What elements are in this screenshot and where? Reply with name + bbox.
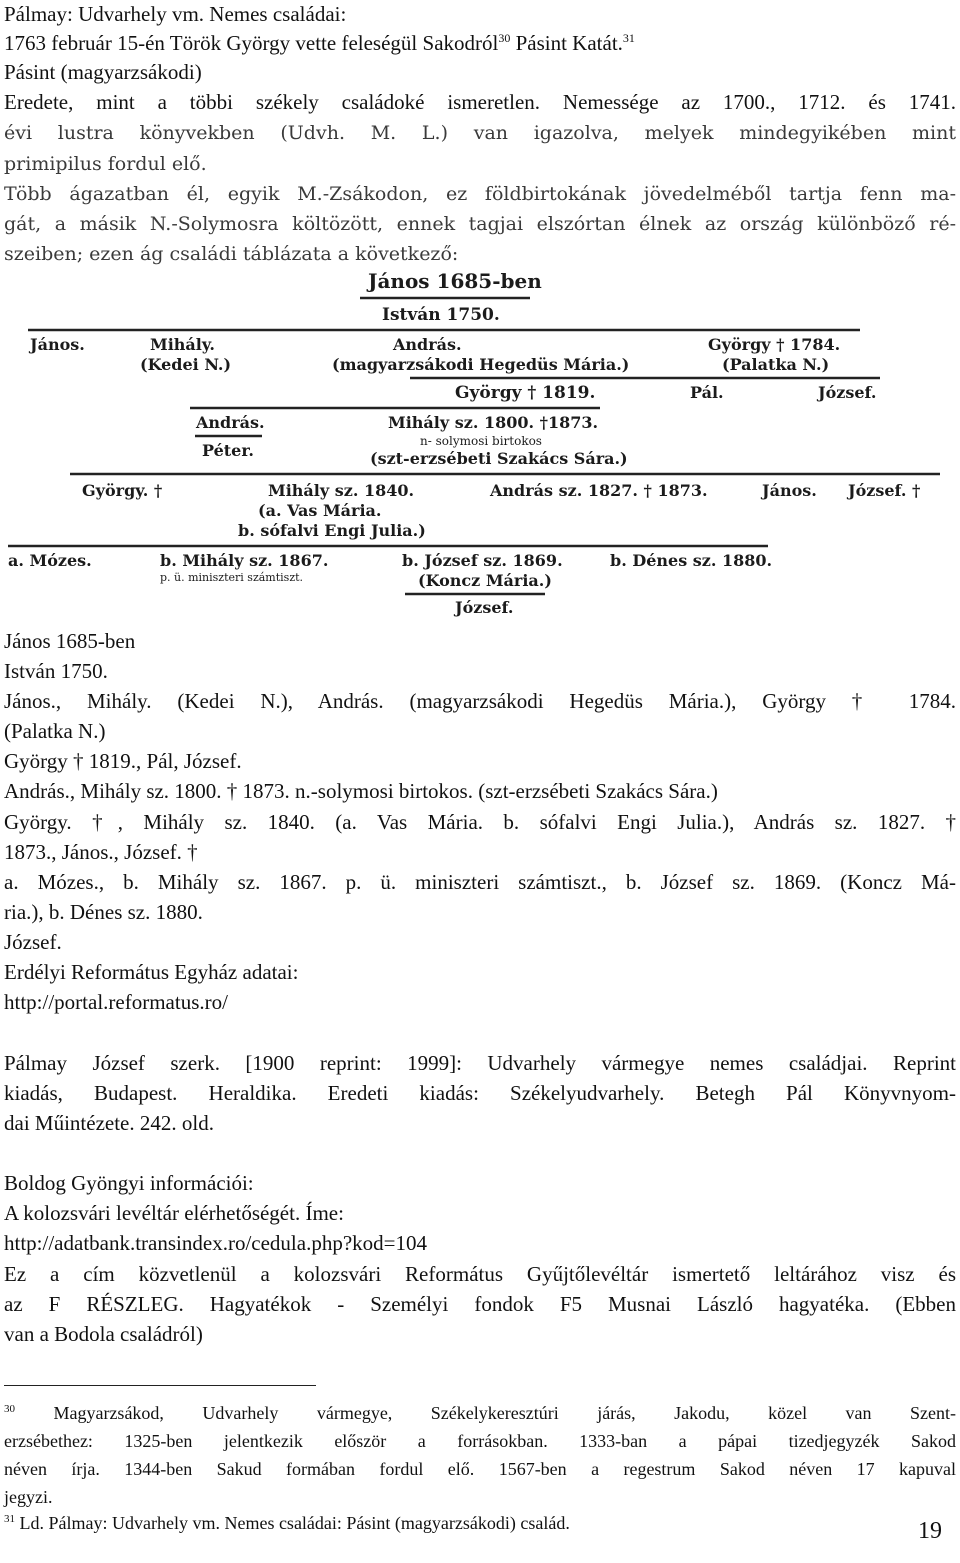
header-line-1: Pálmay: Udvarhely vm. Nemes családai: bbox=[4, 2, 347, 26]
transcript-line-7: György. †, Mihály sz. 1840. (a. Vas Mária. b. sófalvi Engi Julia.), András sz. 1827. † bbox=[4, 810, 956, 834]
footnote-ref-31[interactable]: 31 bbox=[622, 31, 635, 45]
footnote-30-line-4: jegyzi. bbox=[4, 1487, 53, 1507]
tree-gen4-peter: Péter. bbox=[202, 441, 254, 460]
tree-gen2-mihaly: Mihály. bbox=[150, 335, 215, 354]
footnote-30-line-3: néven írja. 1344-ben Sakud formában fordul elő. 1567-ben a regestrum Sakod néven 17 kapuval bbox=[4, 1459, 956, 1479]
tree-gen5-janos: János. bbox=[762, 481, 817, 500]
transcript-line-8: 1873., János., József. † bbox=[4, 840, 198, 864]
tree-gen1: István 1750. bbox=[382, 305, 500, 325]
tree-gen2-andras: András. bbox=[393, 335, 462, 354]
tree-gen5-mihaly: Mihály sz. 1840. bbox=[268, 481, 415, 500]
tree-gen2-andras-wife: (magyarzsákodi Hegedüs Mária.) bbox=[332, 355, 630, 374]
header-line-2-text: 1763 február 15-én Török György vette feleségül Sakodról bbox=[4, 31, 499, 55]
source-boldog-line-2: Ez a cím közvetlenül a kolozsvári Református Gyűjtőlevéltár ismertető leltárához visz és bbox=[4, 1262, 956, 1286]
transcript-line-5: György † 1819., Pál, József. bbox=[4, 749, 242, 773]
header-line-9: szeiben; ezen ág családi táblázata a következő: bbox=[4, 243, 459, 265]
tree-gen6-mozes: a. Mózes. bbox=[8, 551, 92, 570]
header-line-2-text-b: Pásint Katát. bbox=[510, 31, 623, 55]
family-tree-image bbox=[0, 268, 950, 618]
tree-gen5-mihaly-wife-a: (a. Vas Mária. bbox=[258, 501, 382, 520]
footnote-31-number: 31 bbox=[4, 1513, 15, 1525]
footnote-30-number: 30 bbox=[4, 1403, 15, 1415]
transcript-line-3: János., Mihály. (Kedei N.), András. (magyarzsákodi Hegedüs Mária.), György † 1784. bbox=[4, 689, 956, 713]
source-palmay-line-1: Pálmay József szerk. [1900 reprint: 1999]: Udvarhely vármegye nemes családjai. Reprint bbox=[4, 1051, 956, 1075]
source-link-portal[interactable]: http://portal.reformatus.ro/ bbox=[4, 990, 228, 1014]
tree-gen6-mihaly: b. Mihály sz. 1867. bbox=[160, 551, 329, 570]
transcript-line-11: József. bbox=[4, 930, 62, 954]
transcript-line-2: István 1750. bbox=[4, 659, 108, 683]
tree-gen6-mihaly-note: p. ü. miniszteri számtiszt. bbox=[160, 571, 304, 584]
header-line-6: primipilus fordul elő. bbox=[4, 153, 207, 175]
tree-gen4-mihaly: Mihály sz. 1800. †1873. bbox=[388, 413, 599, 432]
tree-gen4-mihaly-note: n- solymosi birtokos bbox=[420, 434, 542, 448]
tree-gen7-jozsef: József. bbox=[455, 598, 514, 617]
tree-gen2-gyorgy: György † 1784. bbox=[708, 335, 841, 354]
transcript-line-6: András., Mihály sz. 1800. † 1873. n.-solymosi birtokos. (szt-erzsébeti Szakács Sára.) bbox=[4, 779, 718, 803]
tree-gen4-mihaly-wife: (szt-erzsébeti Szakács Sára.) bbox=[370, 449, 628, 468]
source-link-adatbank[interactable]: http://adatbank.transindex.ro/cedula.php?kod=104 bbox=[4, 1231, 427, 1255]
tree-gen5-mihaly-wife-b: b. sófalvi Engi Julia.) bbox=[238, 521, 426, 540]
header-line-7: Több ágazatban él, egyik M.-Zsákodon, ez földbirtokának jövedelméből tartja fenn ma- bbox=[4, 183, 956, 205]
tree-root: János 1685-ben bbox=[368, 269, 542, 293]
footnote-ref-30[interactable]: 30 bbox=[498, 31, 511, 45]
tree-gen2-mihaly-wife: (Kedei N.) bbox=[140, 355, 232, 374]
footnote-31 bbox=[4, 1510, 956, 1536]
footnote-30-text: Magyarzsákod, Udvarhely vármegye, Székelykeresztúri járás, Jakodu, közel van Szent- bbox=[15, 1403, 956, 1423]
source-heading-boldog: Boldog Gyöngyi információi: bbox=[4, 1171, 254, 1195]
tree-gen2-gyorgy-wife: (Palatka N.) bbox=[722, 355, 830, 374]
tree-gen2-janos: János. bbox=[30, 335, 85, 354]
transcript-line-9: a. Mózes., b. Mihály sz. 1867. p. ü. miniszteri számtiszt., b. József sz. 1869. (Koncz Má- bbox=[4, 870, 956, 894]
tree-gen3-gyorgy: György † 1819. bbox=[455, 383, 596, 403]
tree-gen6-jozsef: b. József sz. 1869. bbox=[402, 551, 563, 570]
page-number: 19 bbox=[918, 1518, 942, 1544]
footnote-30-line-2: erzsébethez: 1325-ben jelentkezik először a forrásokban. 1333-ban a pápai tizedjegyzék Sakod bbox=[4, 1431, 956, 1451]
header-line-8: gát, a másik N.-Solymosra költözött, ennek tagjai elszórtan élnek az ország különböző ré- bbox=[4, 213, 956, 235]
footnote-31-text: Ld. Pálmay: Udvarhely vm. Nemes családai: Pásint (magyarzsákodi) család. bbox=[15, 1513, 570, 1533]
transcript-line-4: (Palatka N.) bbox=[4, 719, 106, 743]
source-boldog-line-1: A kolozsvári levéltár elérhetőségét. Íme: bbox=[4, 1201, 344, 1225]
header-line-2 bbox=[4, 29, 956, 57]
source-palmay-line-2: kiadás, Budapest. Heraldika. Eredeti kiadás: Székelyudvarhely. Betegh Pál Könyvnyom- bbox=[4, 1081, 956, 1105]
tree-gen6-denes: b. Dénes sz. 1880. bbox=[610, 551, 773, 570]
header-line-3: Pásint (magyarzsákodi) bbox=[4, 60, 202, 84]
tree-gen5-andras: András sz. 1827. † 1873. bbox=[490, 481, 708, 500]
tree-gen4-andras: András. bbox=[196, 413, 265, 432]
tree-gen6-jozsef-wife: (Koncz Mária.) bbox=[418, 571, 552, 590]
footnote-separator bbox=[4, 1385, 316, 1386]
transcript-line-10: ria.), b. Dénes sz. 1880. bbox=[4, 900, 203, 924]
tree-gen5-gyorgy: György. † bbox=[82, 481, 163, 500]
source-palmay-line-3: dai Műintézete. 242. old. bbox=[4, 1111, 214, 1135]
source-boldog-line-4: van a Bodola családról) bbox=[4, 1322, 203, 1346]
header-line-4: Eredete, mint a többi székely családoké ismeretlen. Nemessége az 1700., 1712. és 1741. bbox=[4, 90, 956, 114]
source-heading-reformatus: Erdélyi Református Egyház adatai: bbox=[4, 960, 299, 984]
tree-gen5-jozsef: József. † bbox=[848, 481, 921, 500]
footnote-30-line-1 bbox=[4, 1400, 956, 1426]
transcript-line-1: János 1685-ben bbox=[4, 629, 136, 653]
tree-gen3-pal: Pál. bbox=[690, 383, 724, 402]
tree-gen3-jozsef: József. bbox=[818, 383, 877, 402]
header-line-5: évi lustra könyvekben (Udvh. M. L.) van igazolva, melyek mindegyikében mint bbox=[4, 122, 956, 144]
source-boldog-line-3: az F RÉSZLEG. Hagyatékok - Személyi fondok F5 Musnai László hagyatéka. (Ebben bbox=[4, 1292, 956, 1316]
